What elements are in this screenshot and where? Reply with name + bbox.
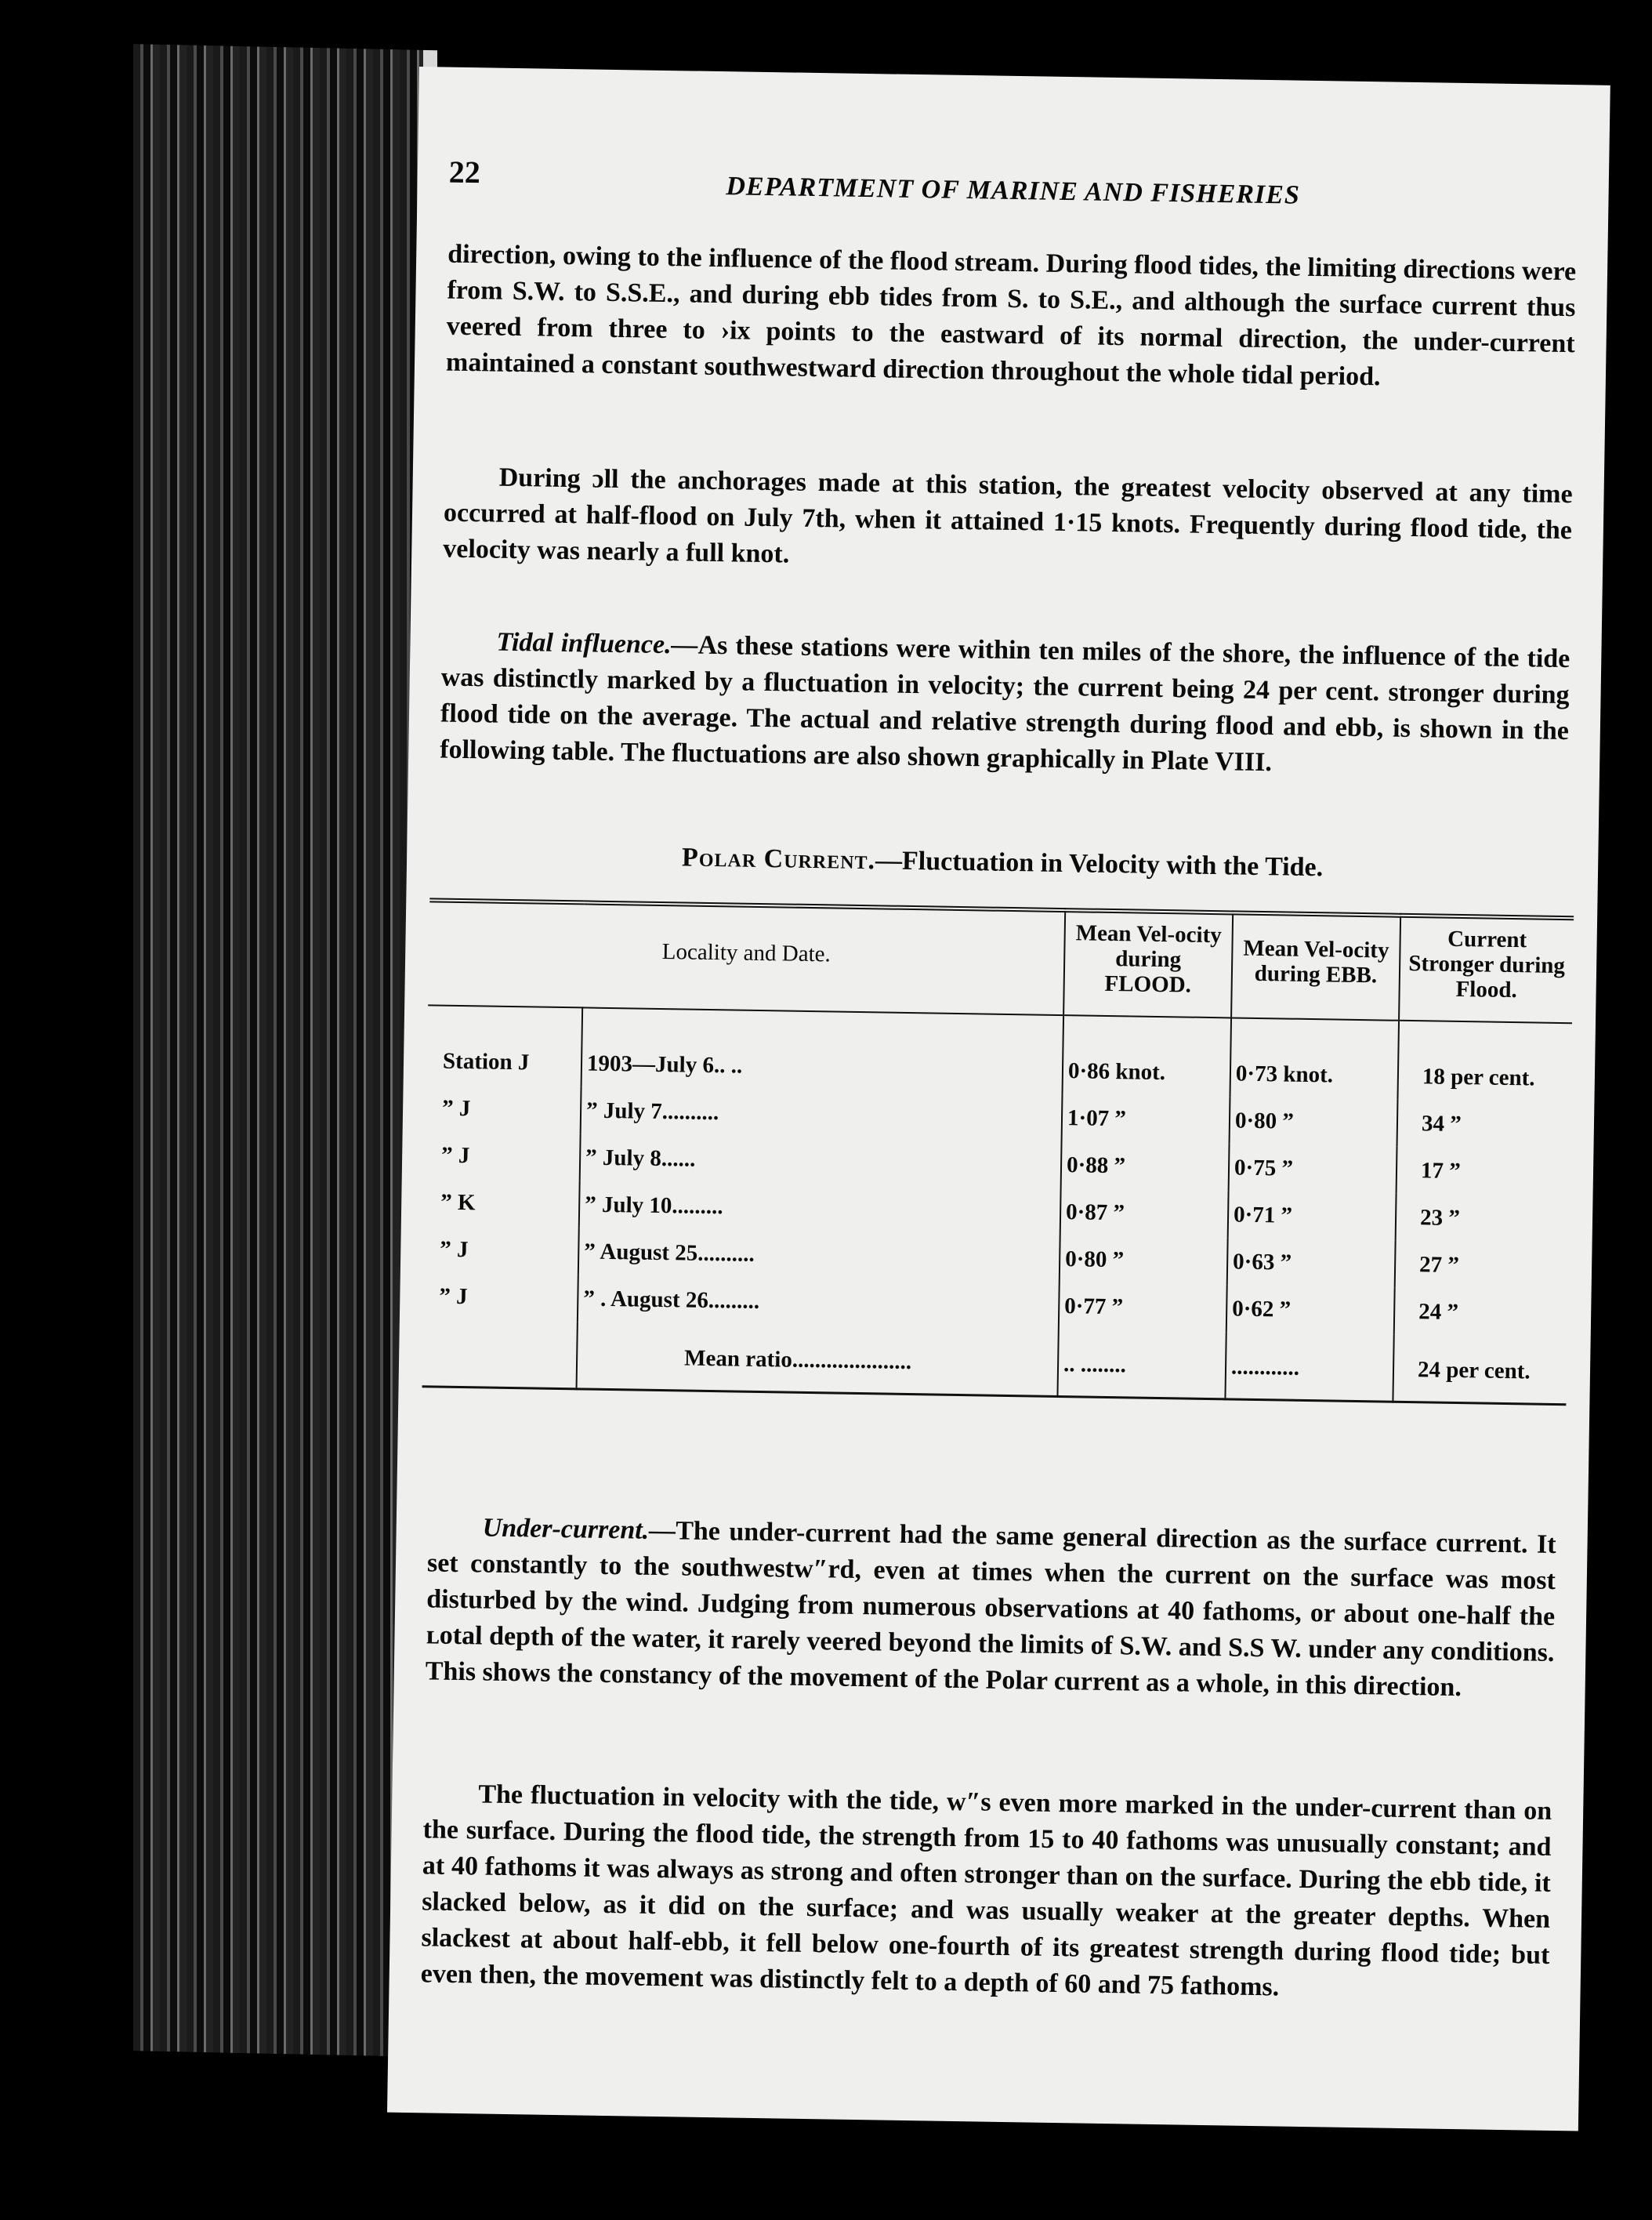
paragraph-5: The fluctuation in velocity with the tide, w″s even more marked in the under-current than on the surface. During the flood tide, the strength from 15 to 40 fathoms was unusually constant; and at 40 fathoms it was always as strong and often stronger than on the surface. During the ebb tide, it slacked below, as it did on the surface; and was usually weaker at the greater depths. When slackest at about half-ebb, it fell below one-fourth of its greatest strength during flood tide; but even then, the movement was distinctly felt to a depth of 60 and 75 fathoms. [420,1779,1552,2002]
mean-ebb-cell: ............ [1225,1332,1393,1402]
header-stronger: Current Stronger during Flood. [1399,916,1574,1023]
mean-flood-cell: .. ........ [1057,1329,1226,1399]
station-cell: ” J [440,1236,469,1262]
station-cell-empty [422,1319,578,1389]
paragraph-4-body: The under-current had the same general direction as the surface current. It set constantly to the southwestw″rd, even at times when the current on the surface was most disturbed by the wind. Judging from numerous observations at 40 fathoms, or about one-half the ʟotal depth of the water, it rarely veered beyond the limits of S.W. and S.S W. under any conditions. This shows the constancy of the movement of the Polar current as a whole, in this direction. [425,1516,1556,1703]
ebb-cell: 0·62 ” [1226,1285,1395,1334]
flood-cell: 0·88 ” [1061,1141,1230,1191]
station-cell: ” J [441,1095,471,1121]
date-cell: ” July 10......... [579,1181,1061,1235]
header-flood: Mean Vel-ocity during FLOOD. [1063,910,1233,1018]
station-cell: ” J [439,1283,468,1309]
flood-cell: 0·86 knot. [1063,1015,1232,1097]
document-page [387,67,1610,2131]
ebb-cell: 0·73 knot. [1230,1018,1399,1099]
ebb-cell: 0·71 ” [1228,1191,1397,1240]
ebb-cell: 0·80 ” [1230,1097,1398,1146]
section-lead-tidal-influence: Tidal influence.— [496,627,698,660]
book-binding-edge [133,44,423,2057]
date-cell: ” August 25.......... [578,1228,1060,1282]
table-title-rest: —Fluctuation in Velocity with the Tide. [875,846,1324,883]
mean-pct-cell: 24 per cent. [1393,1335,1567,1405]
date-cell: ” July 8...... [580,1134,1062,1188]
flood-cell: 1·07 ” [1062,1094,1230,1144]
paragraph-1: direction, owing to the influence of the flood stream. During flood tides, the limiting directions were from S.W. to S.S.E., and during ebb tides from S. to S.E., and although the surface current thus veered from three to ›ix points to the eastward of its normal direction, the under-current maintained a constant southwestward direction throughout the whole tidal period. [445,239,1577,392]
velocity-table [422,898,1574,1406]
paragraph-under-current [425,1509,1556,1707]
ebb-cell: 0·63 ” [1227,1238,1396,1287]
date-cell: ” . August 26......... [578,1275,1060,1329]
mean-ratio-label [577,1322,1059,1396]
pct-cell: 17 ” [1397,1147,1570,1196]
table-header-row [428,900,1574,1023]
pct-cell: 23 ” [1396,1194,1570,1243]
flood-cell: 0·77 ” [1059,1282,1227,1332]
paragraph-2: During ɔll the anchorages made at this station, the greatest velocity observed at any time occurred at half-flood on July 7th, when it attained 1·15 knots. Frequently during flood tide, the velocity was nearly a full knot. [443,462,1573,569]
ebb-cell: 0·75 ” [1229,1144,1397,1193]
station-cell: ” J [440,1142,470,1168]
table-title [407,839,1598,887]
flood-cell: 0·87 ” [1060,1188,1229,1238]
running-head: DEPARTMENT OF MARINE AND FISHERIES [726,172,1301,210]
header-ebb: Mean Vel-ocity during EBB. [1231,912,1400,1020]
date-cell: 1903—July 6.. .. [581,1007,1064,1094]
pct-cell: 27 ” [1395,1241,1569,1290]
pct-cell: 24 ” [1394,1288,1568,1337]
table-title-smallcaps: Polar Current. [681,843,876,876]
header-locality: Locality and Date. [428,900,1065,1015]
section-lead-under-current: Under-current.— [482,1513,676,1546]
paragraph-3-body: As these stations were within ten miles of the shore, the influence of the tide was distinctly marked by a fluctuation in velocity; the current being 24 per cent. stronger during flood tide on the average. The actual and relative strength during flood and ebb, is shown in the following table. The fluctuations are also shown graphically in Plate VIII. [440,630,1570,778]
station-cell: Station J [442,1048,530,1075]
date-cell: ” July 7.......... [581,1086,1063,1141]
pct-cell: 34 ” [1397,1100,1571,1149]
mean-ratio-text: Mean ratio..................... [683,1345,912,1374]
page-number: 22 [448,154,481,190]
paragraph-tidal-influence [440,624,1570,786]
pct-cell: 18 per cent. [1397,1021,1572,1102]
station-cell: ” K [440,1189,476,1215]
flood-cell: 0·80 ” [1060,1235,1228,1285]
